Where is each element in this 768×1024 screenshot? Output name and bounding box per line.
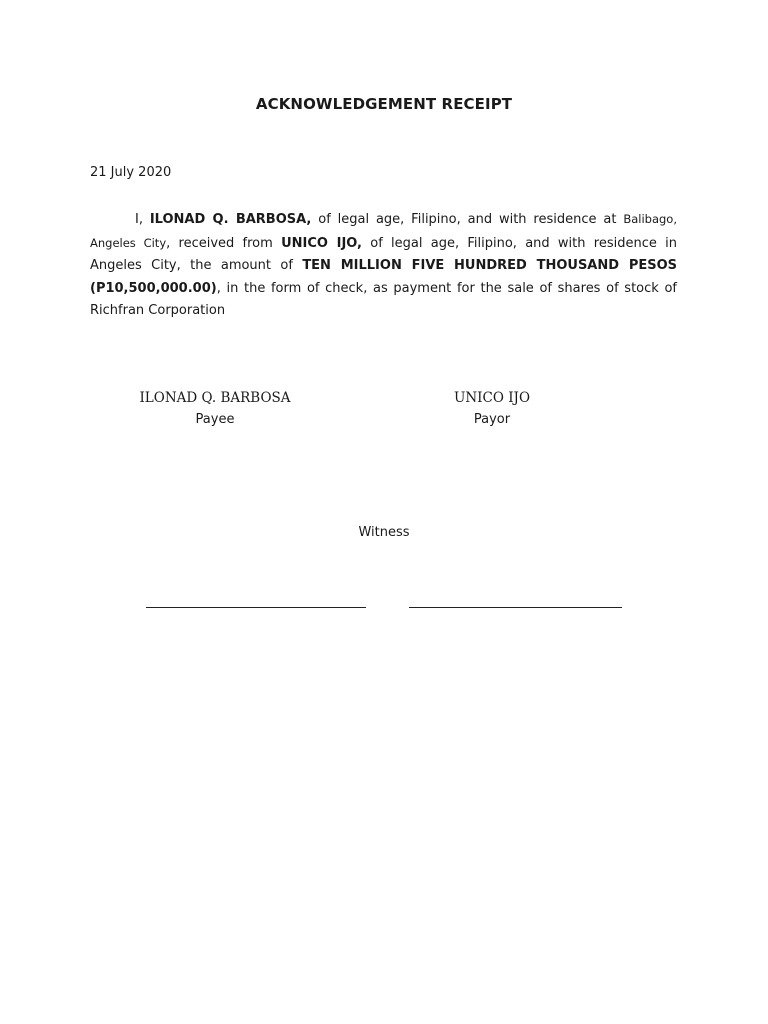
document-date: 21 July 2020 [90,165,172,180]
body-text-segment: , received from [166,235,282,251]
payor-name-inline: UNICO IJO, [281,235,362,251]
payee-residence-city: Angeles City [90,235,167,250]
payee-signature-block [115,390,315,427]
witness-signature-line-1 [146,607,366,608]
witness-signature-line-2 [409,607,622,608]
amount-in-words: TEN MILLION FIVE HUNDRED THOUSAND PESOS (P10,500,000.00) [90,258,678,296]
payee-role-label: Payee [195,412,235,427]
body-text-segment: , in the form of check, as payment for the sale of shares of stock of Richfran Corporation [90,280,677,318]
body-text-segment: of legal age, Filipino, and with residence in Angeles City, the amount of [90,235,677,273]
receipt-body-paragraph [90,208,677,323]
payor-name: UNICO IJO [453,390,531,406]
witness-label: Witness [358,525,410,540]
payee-residence: Balibago, [623,212,677,226]
payee-name-inline: ILONAD Q. BARBOSA, [149,212,312,227]
payor-role-label: Payor [473,412,511,427]
body-text-segment: of legal age, Filipino, and with residence at [311,212,624,227]
document-title: ACKNOWLEDGEMENT RECEIPT [255,95,513,113]
body-text-segment: I, [135,212,150,227]
payee-name: ILONAD Q. BARBOSA [139,390,291,406]
payor-signature-block [392,390,592,427]
